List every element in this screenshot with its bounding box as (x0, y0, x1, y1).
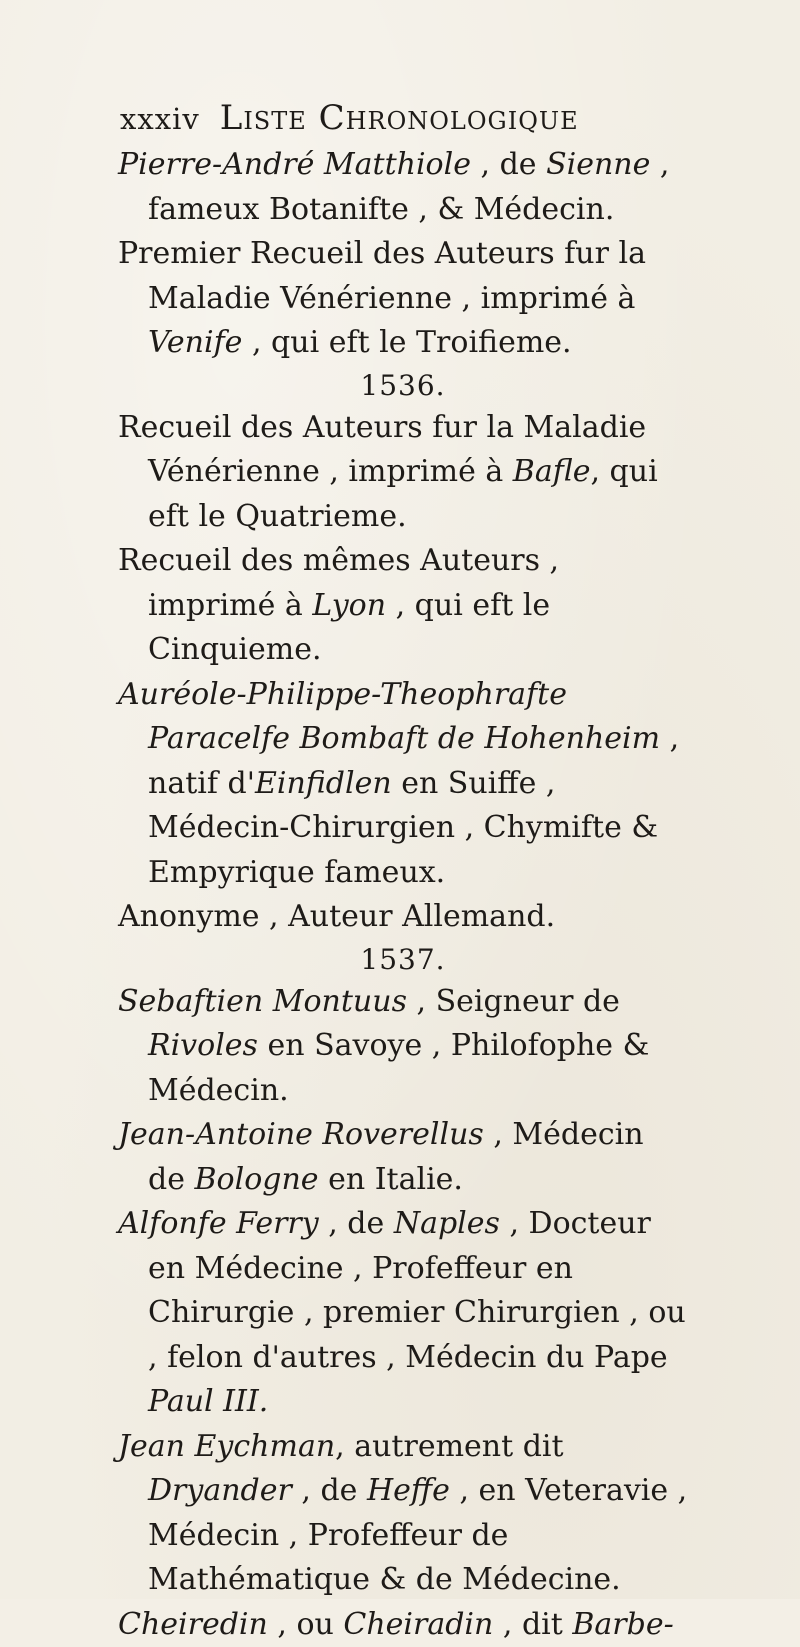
list-entry (118, 1113, 688, 1202)
italic-text: Rivoles (148, 1028, 258, 1063)
roman-text: , Seigneur de (407, 984, 620, 1019)
italic-text: Montuus (273, 984, 407, 1019)
list-entry (118, 673, 688, 896)
italic-text: Cheiradin (343, 1607, 493, 1642)
italic-text: Heffe (367, 1473, 450, 1508)
roman-text: , Docteur en Médecine , Profeffeur en Chirurgie , premier Chirurgien , ou , felon d'autres , Médecin du Pape (148, 1206, 686, 1375)
roman-text: Premier Recueil des Auteurs fur la Maladie Vénérienne , imprimé à (118, 236, 646, 316)
list-entry (118, 1425, 688, 1603)
roman-text: , qui eft le Troifieme. (242, 325, 571, 360)
italic-text: Bafle (513, 454, 591, 489)
roman-text: , natif d' (148, 721, 679, 801)
italic-text: Paul III. (148, 1384, 268, 1419)
italic-text: Jean-Antoine Roverellus (118, 1117, 484, 1152)
roman-text: Recueil des Auteurs fur la Maladie Vénérienne , imprimé à (118, 410, 646, 490)
italic-text: Auréole-Philippe-Theophrafte Paracelfe Bombaft de Hohenheim (118, 677, 660, 757)
roman-text: , de (292, 1473, 367, 1508)
italic-text: Lyon (312, 588, 386, 623)
roman-text: en Suiffe , Médecin-Chirurgien , Chymifte & Empyrique fameux. (148, 766, 658, 890)
roman-text: , de (471, 147, 546, 182)
roman-text: , de (319, 1206, 394, 1241)
roman-text: Anonyme , Auteur Allemand. (118, 899, 555, 934)
list-entry (118, 143, 688, 232)
italic-text: Naples (394, 1206, 500, 1241)
italic-text: Einfidlen (255, 766, 392, 801)
italic-text: Alfonfe Ferry (118, 1206, 319, 1241)
page-folio: xxxiv (120, 102, 200, 136)
italic-text: Barbe- (572, 1607, 673, 1642)
list-entry (118, 539, 688, 673)
roman-text: , dit (493, 1607, 572, 1642)
running-header (120, 98, 680, 148)
list-entry (118, 980, 688, 1114)
list-entry (118, 406, 688, 540)
roman-text: , ou (268, 1607, 344, 1642)
year-heading: 1537. (118, 940, 688, 980)
roman-text: , autrement dit (335, 1429, 563, 1464)
roman-text: en Italie. (319, 1162, 463, 1197)
italic-text: Venife (148, 325, 242, 360)
italic-text: Sienne (546, 147, 650, 182)
roman-text: en Savoye , Philofophe & Médecin. (148, 1028, 649, 1108)
italic-text: Cheiredin (118, 1607, 268, 1642)
italic-text: Jean Eychman (118, 1429, 335, 1464)
list-entry (118, 1202, 688, 1425)
list-entry (118, 895, 688, 940)
header-title: Liste Chronologique (220, 98, 579, 138)
year-heading: 1536. (118, 366, 688, 406)
roman-text: , qui eft le Cinquieme. (148, 588, 550, 668)
roman-text: , en Veteravie , Médecin , Profeffeur de Mathématique & de Médecine. (148, 1473, 687, 1597)
italic-text: Sebaftien (118, 984, 273, 1019)
text-body (118, 143, 688, 1647)
roman-text: , Médecin de (148, 1117, 644, 1197)
italic-text: Bologne (195, 1162, 319, 1197)
italic-text: Pierre-André Matthiole (118, 147, 471, 182)
roman-text: , qui eft le Quatrieme. (148, 454, 658, 534)
roman-text: Recueil des mêmes Auteurs , imprimé à (118, 543, 559, 623)
list-entry (118, 232, 688, 366)
italic-text: Dryander (148, 1473, 292, 1508)
list-entry (118, 1603, 688, 1647)
roman-text: , fameux Botanifte , & Médecin. (148, 147, 669, 227)
